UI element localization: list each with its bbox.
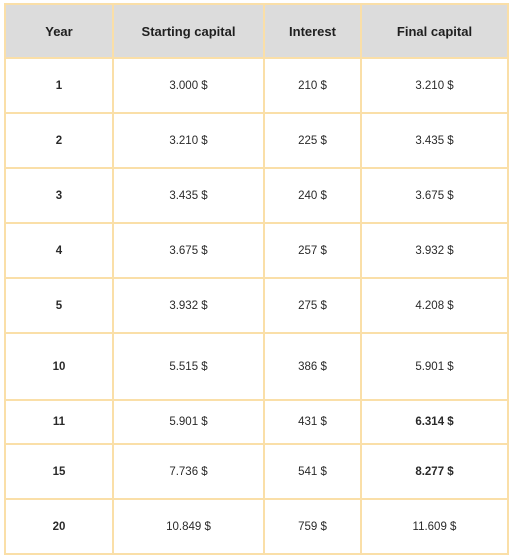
cell-interest: 541 $ bbox=[264, 444, 361, 499]
cell-interest: 275 $ bbox=[264, 278, 361, 333]
cell-starting-capital: 3.000 $ bbox=[113, 58, 264, 113]
cell-final-capital: 8.277 $ bbox=[361, 444, 508, 499]
capital-growth-table-container bbox=[4, 3, 507, 556]
cell-interest: 240 $ bbox=[264, 168, 361, 223]
cell-interest: 759 $ bbox=[264, 499, 361, 554]
cell-final-capital: 3.435 $ bbox=[361, 113, 508, 168]
table-row bbox=[5, 113, 508, 168]
cell-starting-capital: 3.932 $ bbox=[113, 278, 264, 333]
cell-year: 11 bbox=[5, 400, 113, 444]
capital-growth-table bbox=[4, 3, 509, 555]
table-row bbox=[5, 444, 508, 499]
table-row bbox=[5, 223, 508, 278]
cell-final-capital: 3.932 $ bbox=[361, 223, 508, 278]
header-year: Year bbox=[5, 4, 113, 58]
cell-interest: 210 $ bbox=[264, 58, 361, 113]
cell-final-capital: 4.208 $ bbox=[361, 278, 508, 333]
header-interest: Interest bbox=[264, 4, 361, 58]
header-final-capital: Final capital bbox=[361, 4, 508, 58]
table-row bbox=[5, 400, 508, 444]
table-row bbox=[5, 168, 508, 223]
cell-starting-capital: 3.210 $ bbox=[113, 113, 264, 168]
cell-year: 3 bbox=[5, 168, 113, 223]
cell-year: 2 bbox=[5, 113, 113, 168]
cell-year: 15 bbox=[5, 444, 113, 499]
table-row bbox=[5, 278, 508, 333]
cell-interest: 386 $ bbox=[264, 333, 361, 400]
cell-final-capital: 3.675 $ bbox=[361, 168, 508, 223]
cell-final-capital: 6.314 $ bbox=[361, 400, 508, 444]
cell-interest: 431 $ bbox=[264, 400, 361, 444]
cell-final-capital: 3.210 $ bbox=[361, 58, 508, 113]
cell-starting-capital: 7.736 $ bbox=[113, 444, 264, 499]
table-row bbox=[5, 333, 508, 400]
cell-starting-capital: 3.435 $ bbox=[113, 168, 264, 223]
header-starting-capital: Starting capital bbox=[113, 4, 264, 58]
cell-interest: 225 $ bbox=[264, 113, 361, 168]
cell-starting-capital: 5.515 $ bbox=[113, 333, 264, 400]
cell-starting-capital: 3.675 $ bbox=[113, 223, 264, 278]
cell-starting-capital: 10.849 $ bbox=[113, 499, 264, 554]
cell-year: 20 bbox=[5, 499, 113, 554]
cell-starting-capital: 5.901 $ bbox=[113, 400, 264, 444]
cell-year: 1 bbox=[5, 58, 113, 113]
cell-year: 4 bbox=[5, 223, 113, 278]
cell-final-capital: 11.609 $ bbox=[361, 499, 508, 554]
cell-final-capital: 5.901 $ bbox=[361, 333, 508, 400]
table-row bbox=[5, 58, 508, 113]
cell-year: 10 bbox=[5, 333, 113, 400]
cell-interest: 257 $ bbox=[264, 223, 361, 278]
cell-year: 5 bbox=[5, 278, 113, 333]
table-row bbox=[5, 499, 508, 554]
table-header-row bbox=[5, 4, 508, 58]
